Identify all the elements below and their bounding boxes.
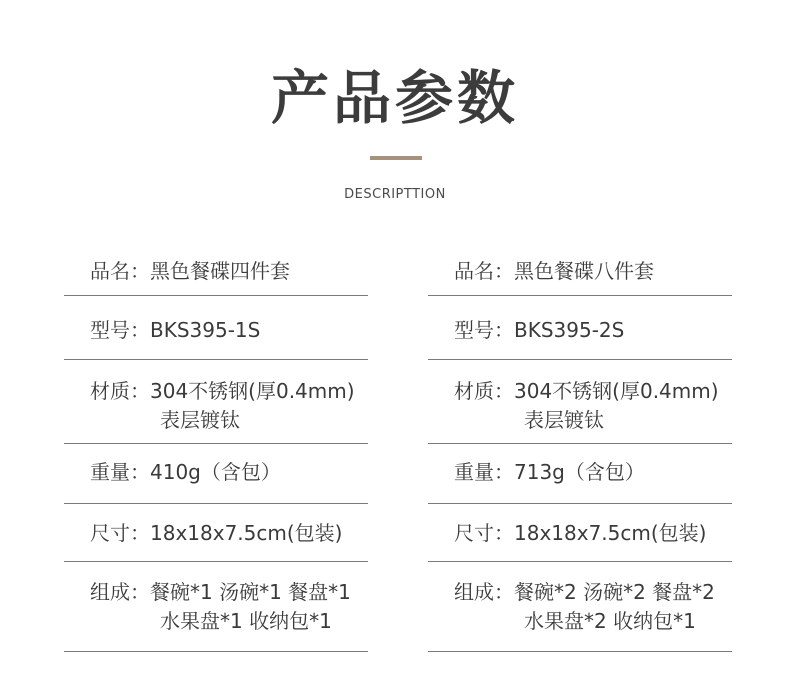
spec-material-cont: 表层镀钛	[160, 408, 240, 432]
row-divider	[428, 561, 732, 562]
row-divider	[64, 651, 368, 652]
row-divider	[64, 295, 368, 296]
spec-model: 型号：BKS395-1S	[90, 318, 261, 342]
spec-material: 材质：304不锈钢(厚0.4mm)	[454, 379, 719, 403]
spec-material-cont: 表层镀钛	[524, 408, 604, 432]
spec-weight: 重量：410g（含包）	[90, 460, 281, 484]
row-divider	[64, 443, 368, 444]
spec-composition: 组成：餐碗*1 汤碗*1 餐盘*1	[90, 580, 351, 604]
row-divider	[428, 359, 732, 360]
row-divider	[64, 503, 368, 504]
row-divider	[428, 651, 732, 652]
spec-weight: 重量：713g（含包）	[454, 460, 645, 484]
spec-composition: 组成：餐碗*2 汤碗*2 餐盘*2	[454, 580, 715, 604]
row-divider	[428, 295, 732, 296]
spec-size: 尺寸：18x18x7.5cm(包装)	[90, 521, 343, 545]
spec-material: 材质：304不锈钢(厚0.4mm)	[90, 379, 355, 403]
row-divider	[64, 359, 368, 360]
spec-composition-cont: 水果盘*1 收纳包*1	[160, 609, 332, 633]
page-subtitle: DESCRIPTTION	[344, 187, 446, 202]
row-divider	[428, 443, 732, 444]
spec-name: 品名：黑色餐碟八件套	[454, 259, 654, 283]
spec-size: 尺寸：18x18x7.5cm(包装)	[454, 521, 707, 545]
title-accent-bar	[370, 156, 422, 160]
row-divider	[428, 503, 732, 504]
spec-name: 品名：黑色餐碟四件套	[90, 259, 290, 283]
page-title: 产品参数	[270, 64, 519, 132]
spec-model: 型号：BKS395-2S	[454, 318, 625, 342]
row-divider	[64, 561, 368, 562]
spec-composition-cont: 水果盘*2 收纳包*1	[524, 609, 696, 633]
